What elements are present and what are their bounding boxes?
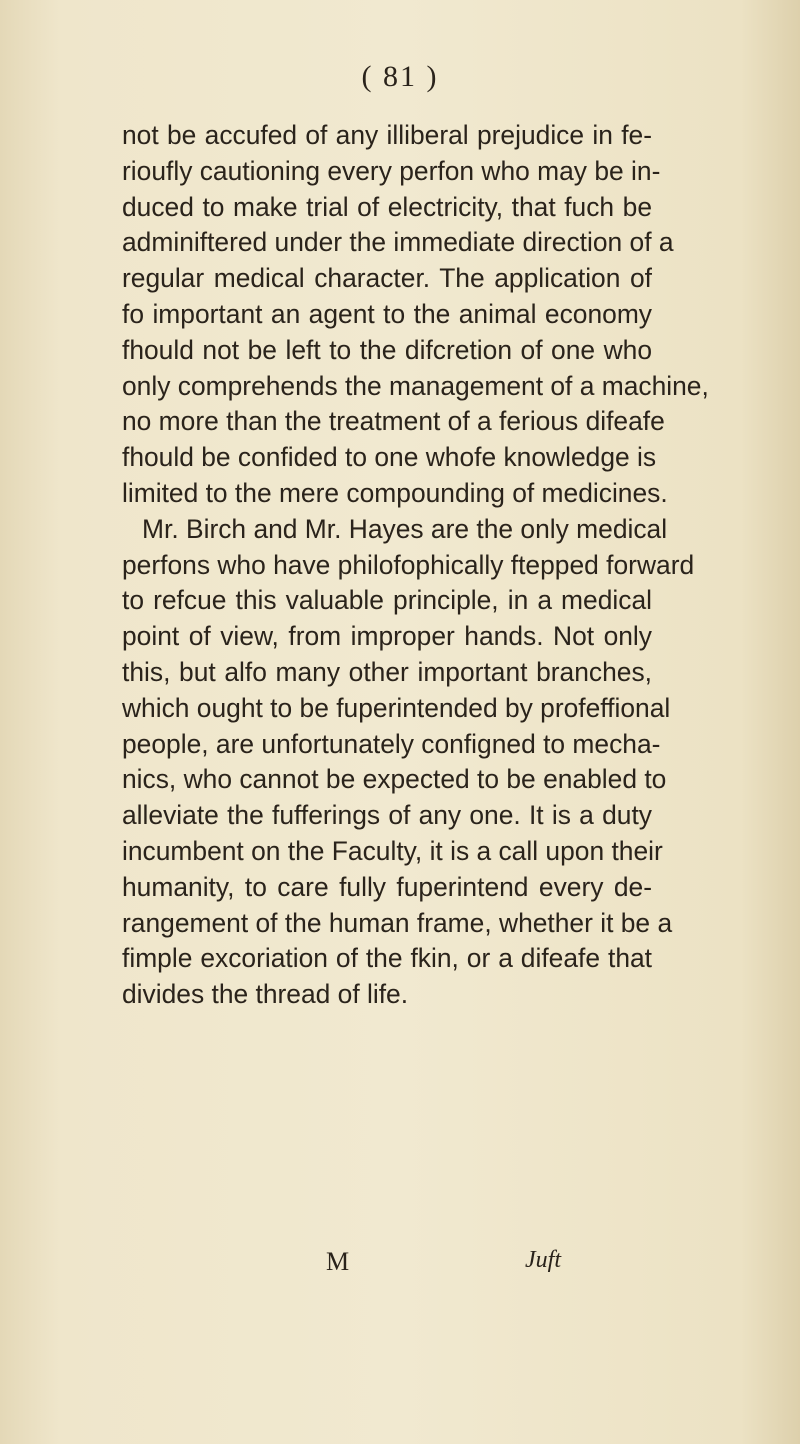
text-line: divides the thread of life. (122, 979, 409, 1010)
text-line: no more than the treatment of a ferious difeafe (122, 406, 665, 437)
text-line: duced to make trial of electricity, that fuch be (122, 191, 652, 222)
text-line: this, but alfo many other important branches, (122, 656, 652, 687)
text-line: fhould be confided to one whofe knowledge is (122, 442, 657, 473)
text-line: adminiftered under the immediate direction of a (122, 227, 674, 258)
text-line: perfons who have philofophically ftepped forward (122, 549, 695, 580)
text-line: to refcue this valuable principle, in a medical (122, 585, 652, 616)
text-line: which ought to be fuperintended by profeffional (122, 692, 671, 723)
page-number: ( 81 ) (361, 60, 439, 93)
text-line: not be accufed of any illiberal prejudice in fe- (122, 120, 652, 150)
text-line: only comprehends the management of a machine, (122, 370, 709, 401)
catchword: Juft (525, 1247, 561, 1273)
signature-mark: M (326, 1247, 350, 1276)
text-line: people, are unfortunately configned to mecha- (122, 728, 661, 759)
text-line: rioufly cautioning every perfon who may be in- (122, 155, 661, 186)
text-line: regular medical character. The application of (122, 263, 652, 294)
text-line: fhould not be left to the difcretion of one who (122, 334, 652, 365)
text-line: alleviate the fufferings of any one. It is a duty (122, 800, 652, 831)
text-line: fo important an agent to the animal economy (122, 298, 652, 329)
text-line: rangement of the human frame, whether it be a (122, 907, 673, 938)
text-line: nics, who cannot be expected to be enabled to (122, 764, 667, 795)
text-line: incumbent on the Faculty, it is a call upon their (122, 835, 663, 866)
text-line: humanity, to care fully fuperintend every de- (122, 871, 652, 902)
text-line: Mr. Birch and Mr. Hayes are the only medical (142, 513, 668, 544)
body-text (122, 118, 709, 1013)
text-line: limited to the mere compounding of medicines. (122, 477, 668, 508)
text-line: fimple excoriation of the fkin, or a difeafe that (122, 943, 652, 974)
text-line: point of view, from improper hands. Not only (122, 621, 652, 652)
page-footer (0, 1247, 800, 1287)
